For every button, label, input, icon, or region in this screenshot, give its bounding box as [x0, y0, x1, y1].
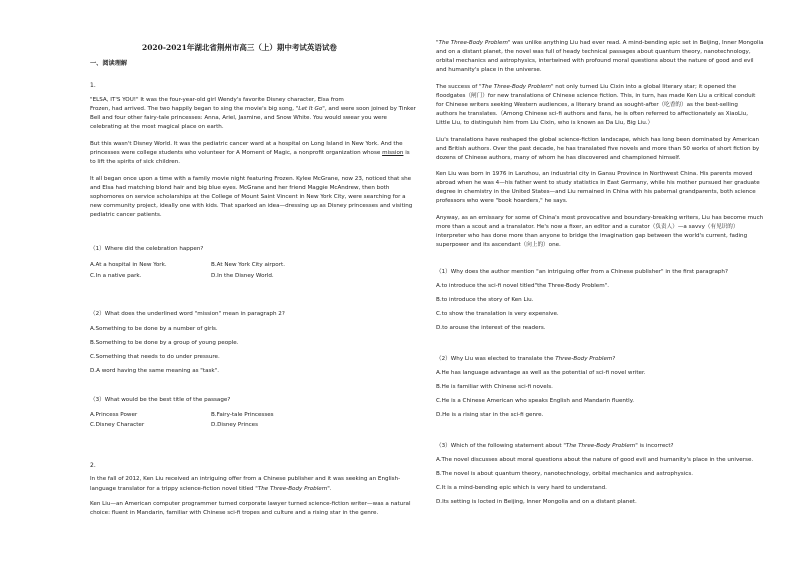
passage-line: new community project, ideally one with kids. That sparked an idea—dressing up as Disney princesses and visiting [90, 203, 413, 209]
question: （2）Why Liu was elected to translate the Three-Body Problem? [436, 356, 616, 362]
option: C.Disney Character [90, 422, 145, 428]
passage-line: language translator for a trippy science-fiction novel titled "The Three-Body Problem". [90, 486, 332, 492]
option: B.He is familiar with Chinese sci-fi novels. [436, 384, 553, 390]
passage-line: orbital mechanics and astrophysics, intertwined with profound moral questions about the nature of good and evil [436, 58, 754, 64]
section-heading: 一、阅读理解 [90, 60, 128, 67]
passage-line: celebrating at the most magical place on earth. [90, 124, 224, 130]
passage-line: authors he translates.（Among Chinese sci-fi authors and fans, he is often referred to affectionately as XiaoLiu, [436, 111, 748, 117]
passage-line: and British authors. Over the past decade, he has translated five novels and more than 50 works of short fiction by [436, 146, 760, 152]
passage-number: 1. [90, 82, 96, 89]
passage-line: Anyway, as an emissary for some of China's most provocative and boundary-breaking writers, Liu has become much [436, 215, 764, 221]
question: （3）What would be the best title of the passage? [90, 397, 231, 403]
option: D.to arouse the interest of the readers. [436, 325, 546, 331]
option: A.to introduce the sci-fi novel titled"the Three-Body Problem". [436, 283, 610, 289]
passage-line: more than a scout and a translator. He's now a fixer, an editor and a curator（负责人）—a savvy（有见识的） [436, 224, 739, 230]
passage-line: abroad when he was 4—his father went to study statistics in East Germany, while his mother pursued her graduate [436, 180, 760, 186]
passage-line: "ELSA, IT'S YOU!" It was the four-year-old girl Wendy's favorite Disney character, Elsa from [90, 97, 344, 103]
passage-line: for Chinese writers seeking Western audiences, a literary brand as sought-after（吃香的）as the best-selling [436, 102, 738, 108]
passage-line: pediatric cancer patients. [90, 212, 162, 218]
passage-line: superpower and its ascendant（向上的）one. [436, 242, 561, 248]
option: D.A word having the same meaning as "task". [90, 368, 220, 374]
passage-line: Liu's translations have reshaped the global science-fiction landscape, which has long been dominated by American [436, 137, 760, 143]
option: C.He is a Chinese American who speaks English and Mandarin fluently. [436, 398, 634, 404]
passage-line: choice: fluent in Mandarin, familiar with Chinese sci-fi tropes and culture and a rising star in the genre. [90, 510, 379, 516]
passage-line: Bell and four other fairy-tale princesses: Anna, Ariel, Jasmine, and Snow White. You would swear you were [90, 115, 387, 121]
underlined-word: mission [382, 150, 404, 156]
passage-line: degree in chemistry in the United States—and Liu remained in China with his paternal grandparents, both science [436, 189, 756, 195]
passage-line: It all began once upon a time with a family movie night featuring Frozen. Kylee McGrane, now 23, noticed that she [90, 176, 412, 182]
passage-line: In the fall of 2012, Ken Liu received an intriguing offer from a Chinese publisher and it was seeking an English- [90, 476, 401, 482]
page-title: 2020-2021年湖北省荆州市高三（上）期中考试英语试卷 [142, 43, 337, 52]
passage-line: interpreter who has done more than anyone to bridge the imagination gap between the world's current, fading [436, 233, 748, 239]
option: A.Something to be done by a number of girls. [90, 326, 218, 332]
passage-number: 2. [90, 462, 96, 469]
passage-line: to lift the spirits of sick children. [90, 159, 181, 165]
option: C.Something that needs to do under pressure. [90, 354, 220, 360]
passage-line: But this wasn't Disney World. It was the pediatric cancer ward at a hospital on Long Island in New York. And the [90, 141, 403, 147]
passage-line: Frozen, had arrived. The two happily began to sing the movie's big song, "Let It Go", and were soon joined by Tinker [90, 106, 416, 112]
question: （1）Why does the author mention "an intriguing offer from a Chinese publisher" in the first paragraph? [436, 269, 728, 275]
question: （3）Which of the following statement about "The Three-Body Problem" is incorrect? [436, 443, 674, 449]
option: B.The novel is about quantum theory, nanotechnology, orbital mechanics and astrophysics. [436, 471, 694, 477]
option: B.At New York City airport. [211, 262, 285, 268]
option: D.Its setting is locted in Beijing, Inner Mongolia and on a distant planet. [436, 499, 637, 505]
option: A.At a hospital in New York. [90, 262, 167, 268]
question: （2）What does the underlined word "mission" mean in paragraph 2? [90, 311, 285, 317]
option: D.Disney Princes [211, 422, 259, 428]
passage-line: sophomores on service scholarships at the College of Mount Saint Vincent in New York City, were searching for a [90, 194, 406, 200]
passage-line: dozens of Chinese authors, many of whom he has discovered and championed himself. [436, 155, 681, 161]
passage-text: princesses were college students who volunteer for A Moment of Magic, a nonprofit organization whose [90, 150, 383, 156]
option: D.In the Disney World. [211, 273, 274, 279]
option: A.The novel discusses about moral questions about the nature of good evil and humanity's place in the universe. [436, 457, 754, 463]
option: D.He is a rising star in the sci-fi genre. [436, 412, 544, 418]
option: C.In a native park. [90, 273, 142, 279]
passage-line [90, 150, 410, 157]
question: （1）Where did the celebration happen? [90, 246, 204, 252]
passage-line: and on a distant planet, the novel was full of heady technical passages about quantum theory, nanotechnology, [436, 49, 751, 55]
passage-line: Ken Liu was born in 1976 in Lanzhou, an industrial city in Gansu Province in Northwest China. His parents moved [436, 171, 753, 177]
option: B.Something to be done by a group of young people. [90, 340, 239, 346]
option: B.to introduce the story of Ken Liu. [436, 297, 534, 303]
passage-line: The success of "The Three-Body Problem" not only turned Liu Cixin into a global literary star; it opened the [436, 84, 737, 90]
option: B.Fairy-tale Princesses [211, 412, 274, 418]
passage-text: is [403, 150, 410, 156]
option: C.It is a mind-bending epic which is very hard to understand. [436, 485, 607, 491]
option: A.He has language advantage as well as the potential of sci-fi novel writer. [436, 370, 646, 376]
passage-line: "The Three-Body Problem" was unlike anything Liu had ever read. A mind-bending epic set in Beijing, Inner Mongolia [436, 40, 764, 46]
passage-line: floodgates（闸门）for new translations of Chinese science fiction. This, in turn, has made Ken Liu a critical conduit [436, 93, 756, 99]
option: C.to show the translation is very expensive. [436, 311, 559, 317]
passage-line: and Elsa had matching blond hair and big blue eyes. McGrane and her friend Maggie McAndrew, then both [90, 185, 390, 191]
passage-line: Little Liu, to distinguish him from Liu Cixin, who is known as Da Liu, Big Liu.） [436, 120, 654, 126]
passage-line: and humanity's place in the universe. [436, 67, 542, 73]
passage-line: professors who were "book hoarders," he says. [436, 198, 568, 204]
passage-line: Ken Liu—an American computer programmer turned corporate lawyer turned science-fiction writer—was a natural [90, 501, 411, 507]
option: A.Princess Power [90, 412, 138, 418]
